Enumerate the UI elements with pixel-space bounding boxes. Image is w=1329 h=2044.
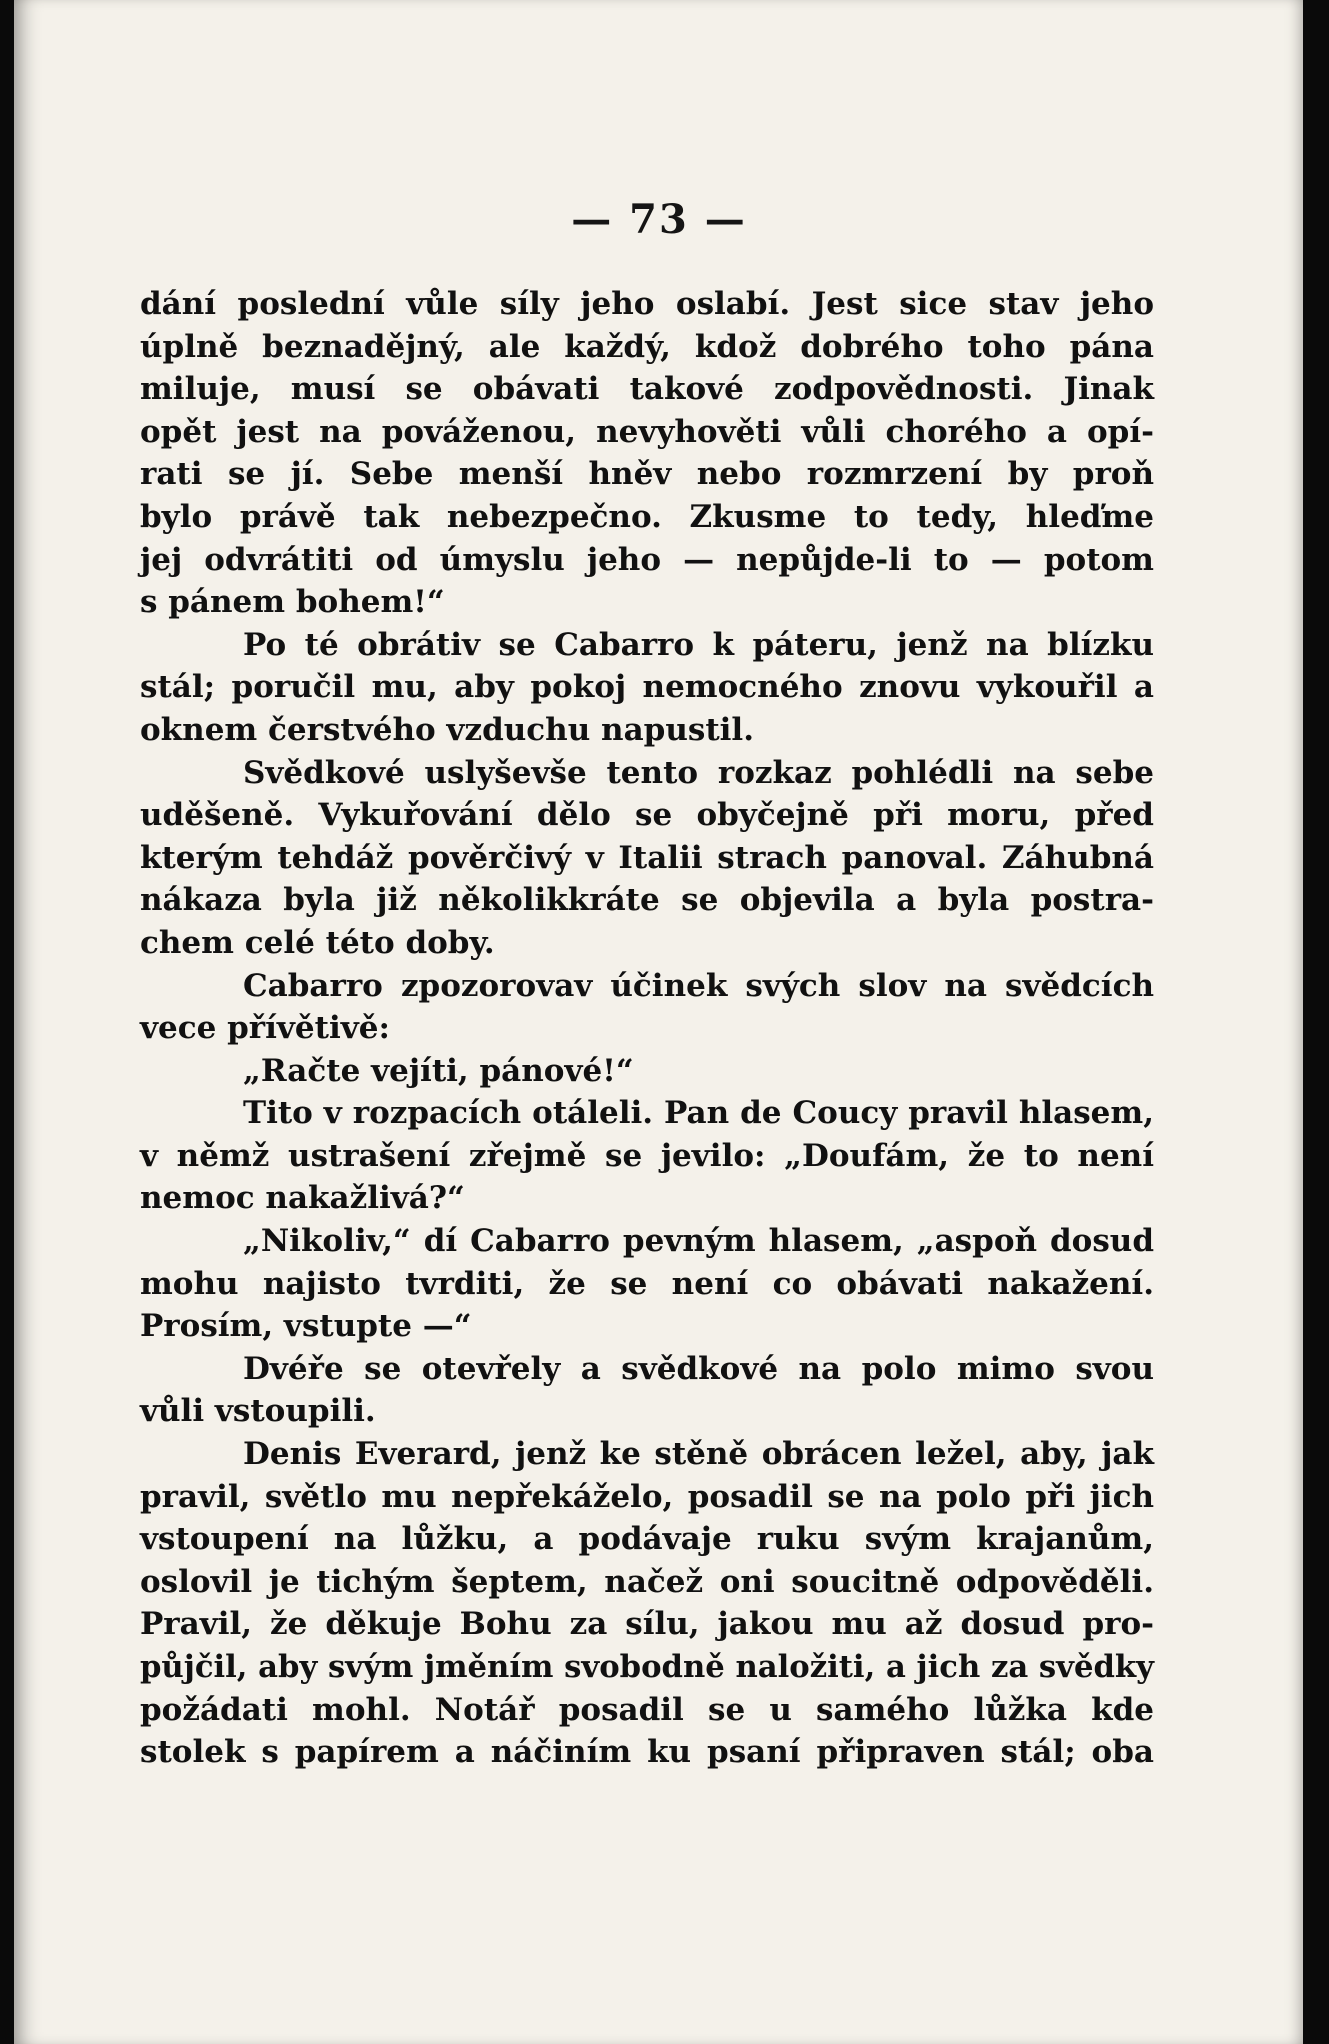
text-line: miluje, musí se obávati takové zodpovědnosti. Jinak xyxy=(140,371,1154,408)
text-line: pravil, světlo mu nepřekáželo, posadil se na polo při jich xyxy=(140,1478,1154,1515)
text-line: oknem čerstvého vzduchu napustil. xyxy=(140,711,754,748)
text-line: uděšeně. Vykuřování dělo se obyčejně při moru, před xyxy=(140,797,1154,834)
text-line: vstoupení na lůžku, a podávaje ruku svým krajanům, xyxy=(140,1521,1154,1558)
book-edge-left xyxy=(0,0,14,2044)
text-line: opět jest na pováženou, nevyhověti vůli chorého a opí- xyxy=(140,413,1154,450)
book-edge-right xyxy=(1303,0,1329,2044)
text-line: vůli vstoupili. xyxy=(140,1393,376,1430)
text-line: kterým tehdáž pověrčivý v Italii strach panoval. Záhubná xyxy=(140,839,1154,876)
text-line: stolek s papírem a náčiním ku psaní připraven stál; oba xyxy=(140,1734,1154,1771)
text-line: Dvéře se otevřely a svědkové na polo mimo svou xyxy=(243,1350,1154,1387)
text-line: Svědkové uslyševše tento rozkaz pohlédli na sebe xyxy=(243,754,1154,791)
text-line: nemoc nakažlivá?“ xyxy=(140,1180,465,1217)
text-line: Po té obrátiv se Cabarro k páteru, jenž na blízku xyxy=(243,626,1154,663)
text-line: Prosím, vstupte —“ xyxy=(140,1308,472,1345)
text-line: půjčil, aby svým jměním svobodně naložiti, a jich za svědky xyxy=(140,1649,1154,1685)
text-line: nákaza byla již několikkráte se objevila a byla postra- xyxy=(140,882,1154,919)
text-line: požádati mohl. Notář posadil se u samého lůžka kde xyxy=(140,1691,1154,1728)
text-line: dání poslední vůle síly jeho oslabí. Jest sice stav jeho xyxy=(140,286,1154,322)
text-line: Cabarro zpozorovav účinek svých slov na svědcích xyxy=(243,967,1154,1004)
text-line: „Račte vejíti, pánové!“ xyxy=(243,1052,634,1089)
text-line: jej odvrátiti od úmyslu jeho — nepůjde-li to — potom xyxy=(140,541,1154,578)
body-text xyxy=(140,283,1154,1774)
text-line: Tito v rozpacích otáleli. Pan de Coucy pravil hlasem, xyxy=(243,1095,1154,1132)
text-line: bylo právě tak nebezpečno. Zkusme to tedy, hleďme xyxy=(140,498,1154,535)
text-line: Pravil, že děkuje Bohu za sílu, jakou mu až dosud pro- xyxy=(140,1606,1154,1643)
text-line: mohu najisto tvrditi, že se není co obávati nakažení. xyxy=(140,1265,1154,1302)
text-line: „Nikoliv,“ dí Cabarro pevným hlasem, „aspoň dosud xyxy=(243,1223,1154,1260)
text-line: chem celé této doby. xyxy=(140,924,495,961)
text-line: oslovil je tichým šeptem, načež oni soucitně odpověděli. xyxy=(140,1563,1154,1600)
text-line: s pánem bohem!“ xyxy=(140,584,445,621)
text-line: rati se jí. Sebe menší hněv nebo rozmrzení by proň xyxy=(140,456,1154,493)
text-line: stál; poručil mu, aby pokoj nemocného znovu vykouřil a xyxy=(140,669,1154,706)
text-line: vece přívětivě: xyxy=(140,1010,390,1047)
text-line: v němž ustrašení zřejmě se jevilo: „Doufám, že to není xyxy=(140,1137,1154,1174)
text-line: Denis Everard, jenž ke stěně obrácen ležel, aby, jak xyxy=(243,1436,1154,1473)
book-page xyxy=(14,0,1304,2044)
text-line: úplně beznadějný, ale každý, kdož dobrého toho pána xyxy=(140,328,1154,365)
page-number: — 73 — xyxy=(571,196,747,243)
